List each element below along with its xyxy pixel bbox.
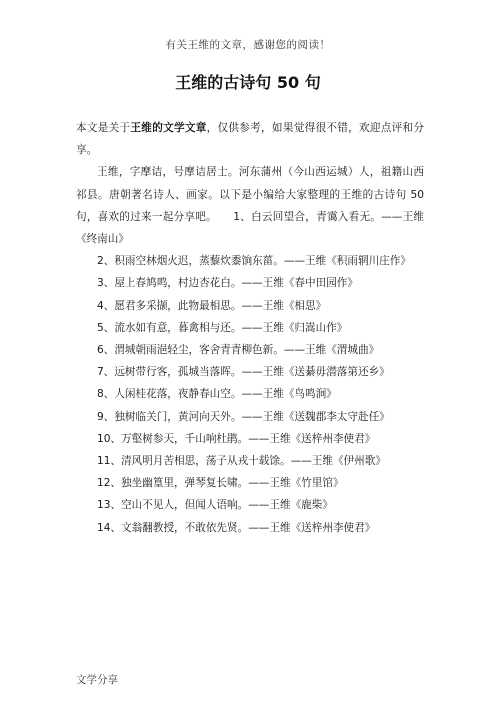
intro-bold: 王维的文学文章 [130,122,207,134]
verse-line: 11、清风明月苦相思，荡子从戎十载馀。——王维《伊州歌》 [97,455,386,468]
verse-line: 8、人闲桂花落，夜静春山空。——王维《鸟鸣涧》 [97,388,337,401]
intro-suffix: ，仅供参考，如果觉得很不错，欢迎点评和分享。 [76,122,425,157]
verse-line: 10、万壑树参天，千山响杜鹃。——王维《送梓州李使君》 [97,432,376,445]
verse-line: 4、愿君多采撷，此物最相思。——王维《相思》 [97,299,327,312]
footer-label: 文学分享 [76,674,118,686]
bio-paragraph: 王维，字摩诘，号摩诘居士。河东蒲州（今山西运城）人，祖籍山西祁县。唐朝著名诗人、画家。以下是小编给大家整理的王维的古诗句 50 句，喜欢的过来一起分享吧。 1、白云回望合，青霭入看无。——王维《终南山》 [76,166,424,246]
verse-line: 12、独坐幽篁里，弹琴复长啸。——王维《竹里馆》 [97,477,344,490]
verse-line: 5、流水如有意，暮禽相与还。——王维《归嵩山作》 [97,321,348,334]
intro-paragraph [76,117,424,161]
page-title: 王维的古诗句 50 句 [175,73,321,92]
verse-line: 2、积雨空林烟火迟，蒸藜炊黍饷东菑。——王维《积雨辋川庄作》 [97,255,411,268]
header-note: 有关王维的文章，感谢您的阅读！ [165,39,331,51]
verse-line: 14、文翁翻教授，不敢依先贤。——王维《送梓州李使君》 [97,521,376,534]
verse-line: 6、渭城朝雨浥轻尘，客舍青青柳色新。——王维《渭城曲》 [97,344,380,357]
intro-prefix: 本文是关于 [76,122,131,134]
verse-line: 3、屋上春鸠鸣，村边杏花白。——王维《春中田园作》 [97,277,358,290]
verse-line: 13、空山不见人，但闻人语响。——王维《鹿柴》 [97,499,333,512]
verse-line: 9、独树临关门，黄河向天外。——王维《送魏郡李太守赴任》 [97,410,390,423]
verse-line: 7、远树带行客，孤城当落晖。——王维《送綦毋潜落第还乡》 [97,366,390,379]
article-body [76,117,424,539]
